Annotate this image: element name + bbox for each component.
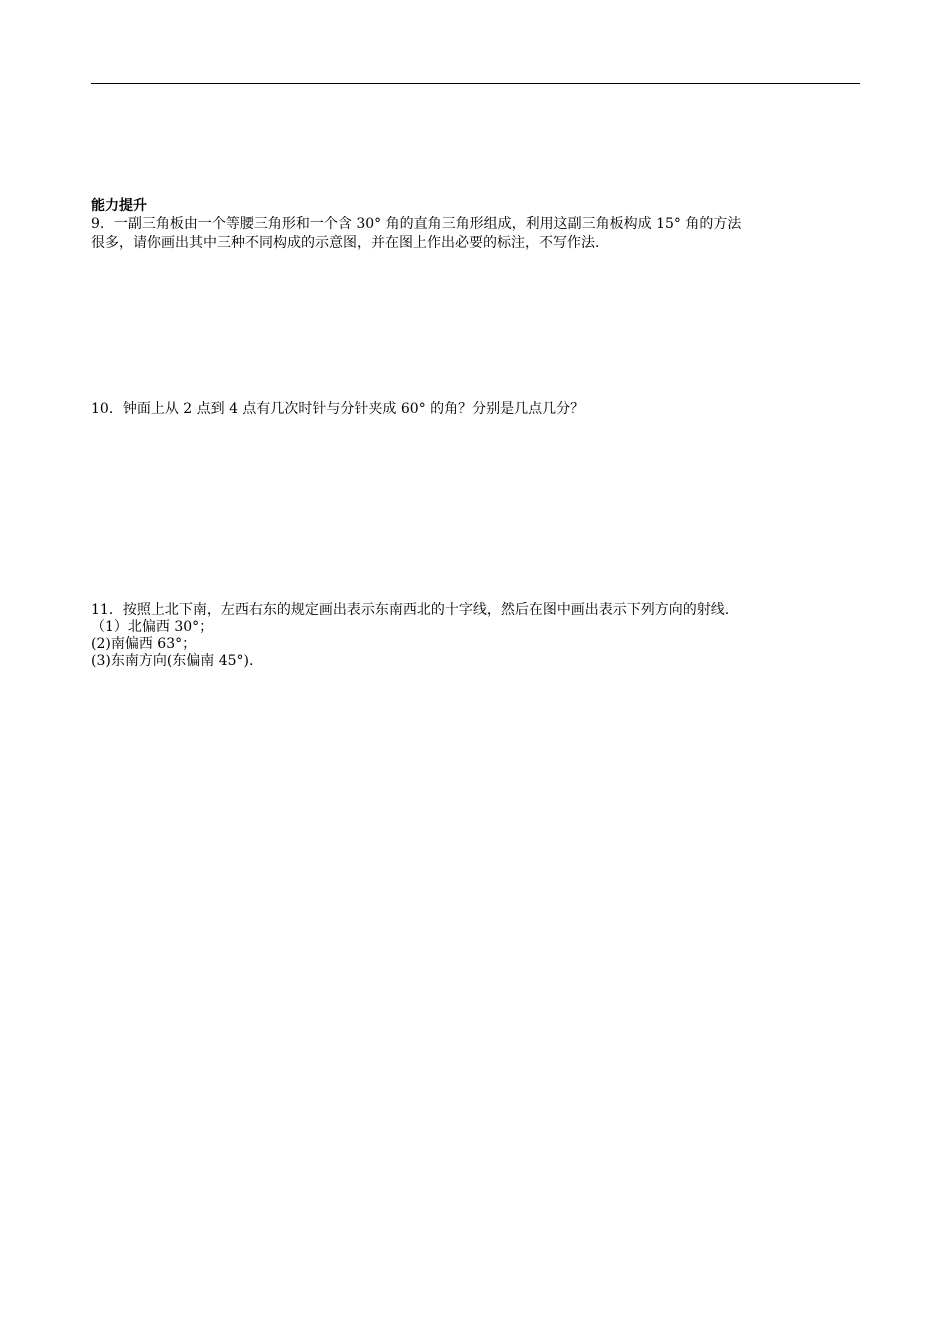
question-9-line-1: 9．一副三角板由一个等腰三角形和一个含 30° 角的直角三角形组成，利用这副三角板构成 15° 角的方法 xyxy=(91,216,742,232)
question-9-line-2: 很多，请你画出其中三种不同构成的示意图，并在图上作出必要的标注，不写作法. xyxy=(91,235,600,251)
question-11-subitem-1: （1）北偏西 30°； xyxy=(91,619,214,635)
section-heading: 能力提升 xyxy=(91,198,147,214)
header-rule xyxy=(91,83,860,84)
question-11-line-1: 11．按照上北下南，左西右东的规定画出表示东南西北的十字线，然后在图中画出表示下列方向的射线. xyxy=(91,602,730,618)
question-11-subitem-3: (3)东南方向(东偏南 45°). xyxy=(91,653,254,669)
question-10-line-1: 10．钟面上从 2 点到 4 点有几次时针与分针夹成 60° 的角？分别是几点几分？ xyxy=(91,401,585,417)
question-11-subitem-2: (2)南偏西 63°； xyxy=(91,636,197,652)
